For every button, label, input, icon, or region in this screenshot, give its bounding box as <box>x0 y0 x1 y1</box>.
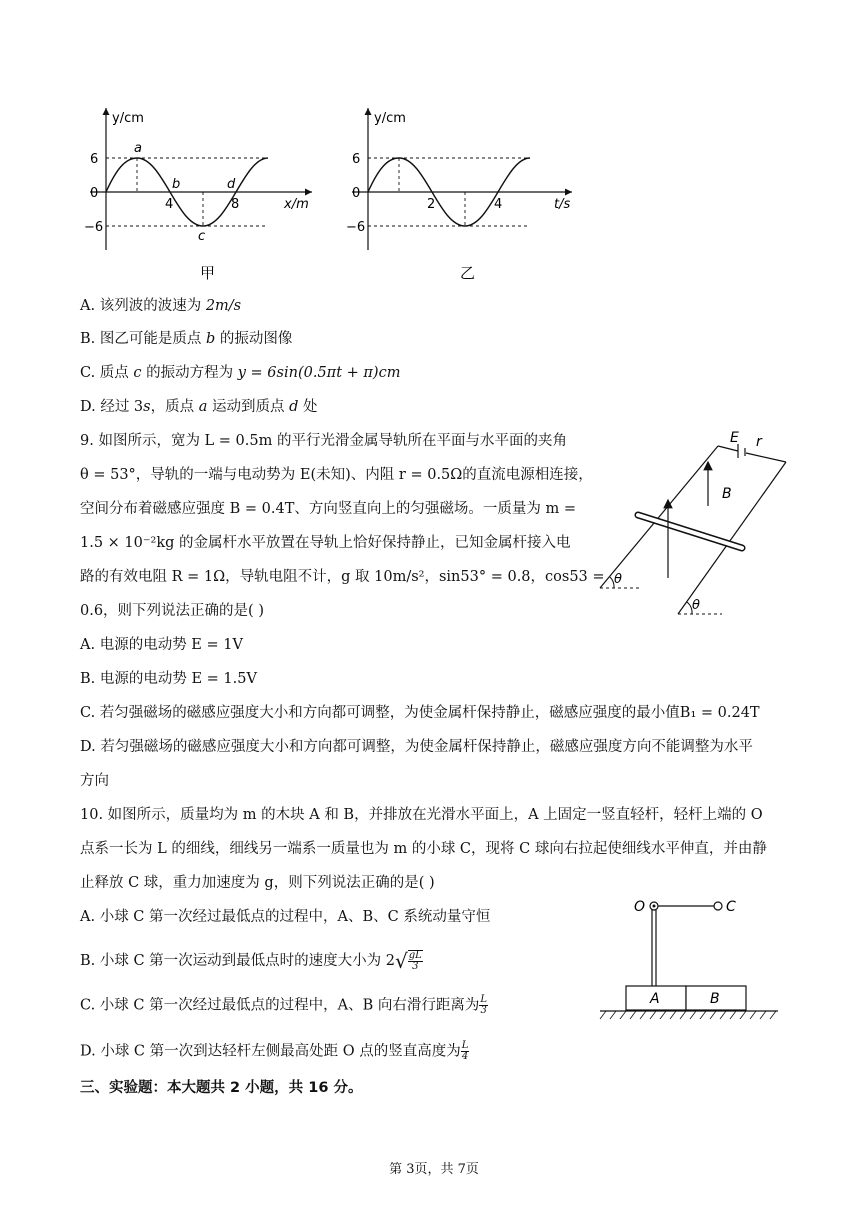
q9-stem-line3: 空间分布着磁感应强度 B = 0.4T、方向竖直向上的匀强磁场。一质量为 m = <box>80 501 576 517</box>
q9-stem-line6: 0.6，则下列说法正确的是( ) <box>80 603 264 619</box>
q10-stem-line3: 止释放 C 球，重力加速度为 g，则下列说法正确的是( ) <box>80 875 435 891</box>
caption-jia: 甲 <box>200 264 216 282</box>
graph-jia <box>80 100 330 290</box>
q9-stem-line2: θ = 53°，导轨的一端与电动势为 E(未知)、内阻 r = 0.5Ω的直流电源相连接， <box>80 467 593 483</box>
q9-option-b: B. 电源的电动势 E = 1.5V <box>80 671 257 687</box>
tick-neg6: −6 <box>346 220 366 235</box>
tick-6: 6 <box>90 152 99 167</box>
q8-option-d: D. 经过 3s，质点 a 运动到质点 d 处 <box>80 399 318 415</box>
point-d: d <box>227 177 236 192</box>
q10-option-a: A. 小球 C 第一次经过最低点的过程中，A、B、C 系统动量守恒 <box>80 909 491 925</box>
theta-1: θ <box>614 572 622 587</box>
section-3-heading: 三、实验题：本大题共 2 小题，共 16 分。 <box>80 1080 363 1096</box>
label-E: E <box>730 430 739 446</box>
graph-yi <box>340 100 590 290</box>
q10-option-d: D. 小球 C 第一次到达轻杆左侧最高处距 O 点的竖直高度为 $\frac{L}{4}$ <box>80 1040 469 1062</box>
caption-yi: 乙 <box>460 264 476 282</box>
q9-stem-line4: 1.5 × 10⁻²kg 的金属杆水平放置在导轨上恰好保持静止，已知金属杆接入电 <box>80 535 571 551</box>
tick-4: 4 <box>494 197 503 212</box>
q9-option-d-line1: D. 若匀强磁场的磁感应强度大小和方向都可调整，为使金属杆保持静止，磁感应强度方向不能调整为水平 <box>80 739 753 755</box>
tick-0: 0 <box>90 186 99 201</box>
page-footer: 第 3页，共 7页 <box>389 1162 479 1177</box>
tick-neg6: −6 <box>84 220 104 235</box>
q9-stem-line5: 路的有效电阻 R = 1Ω，导轨电阻不计，g 取 10m/s²，sin53° = 0.8，cos53 = <box>80 569 605 585</box>
q8-option-a: A. 该列波的波速为 2m/s <box>80 298 242 314</box>
tick-6: 6 <box>352 152 361 167</box>
tick-4: 4 <box>165 197 174 212</box>
q9-option-d-line2: 方向 <box>80 773 109 789</box>
y-axis-label: y/cm <box>112 111 144 126</box>
point-b: b <box>172 177 181 192</box>
label-C: C <box>726 899 736 915</box>
q9-figure <box>590 428 790 618</box>
q9-option-a: A. 电源的电动势 E = 1V <box>80 637 243 653</box>
x-axis-label: x/m <box>284 197 309 212</box>
point-c: c <box>198 229 206 244</box>
tick-0: 0 <box>352 186 361 201</box>
q9-stem-line1: 9. 如图所示，宽为 L = 0.5m 的平行光滑金属导轨所在平面与水平面的夹角 <box>80 433 567 449</box>
q10-option-b: B. 小球 C 第一次运动到最低点时的速度大小为 2√ $\frac{gL}{3}$ <box>80 949 422 973</box>
label-B: B <box>710 991 720 1007</box>
theta-2: θ <box>692 598 700 613</box>
tick-2: 2 <box>427 197 436 212</box>
q10-figure <box>596 890 786 1025</box>
q8-option-b: B. 图乙可能是质点 b 的振动图像 <box>80 331 293 347</box>
q9-option-c: C. 若匀强磁场的磁感应强度大小和方向都可调整，为使金属杆保持静止，磁感应强度的最小值B₁ = 0.24T <box>80 705 760 721</box>
y-axis-label: y/cm <box>374 111 406 126</box>
point-a: a <box>134 141 142 156</box>
label-r: r <box>756 434 762 450</box>
x-axis-label: t/s <box>554 197 571 212</box>
q10-stem-line1: 10. 如图所示，质量均为 m 的木块 A 和 B，并排放在光滑水平面上，A 上固定一竖直轻杆，轻杆上端的 O <box>80 807 763 823</box>
label-O: O <box>634 899 646 915</box>
q10-option-c: C. 小球 C 第一次经过最低点的过程中，A、B 向右滑行距离为 $\frac{L}{3}$ <box>80 994 487 1016</box>
q10-stem-line2: 点系一长为 L 的细线，细线另一端系一质量也为 m 的小球 C，现将 C 球向右拉起使细线水平伸直，并由静 <box>80 841 767 857</box>
q8-option-c: C. 质点 c 的振动方程为 y = 6sin(0.5πt + π)cm <box>80 365 401 381</box>
label-B: B <box>722 486 732 502</box>
label-A: A <box>650 991 660 1007</box>
tick-8: 8 <box>231 197 240 212</box>
